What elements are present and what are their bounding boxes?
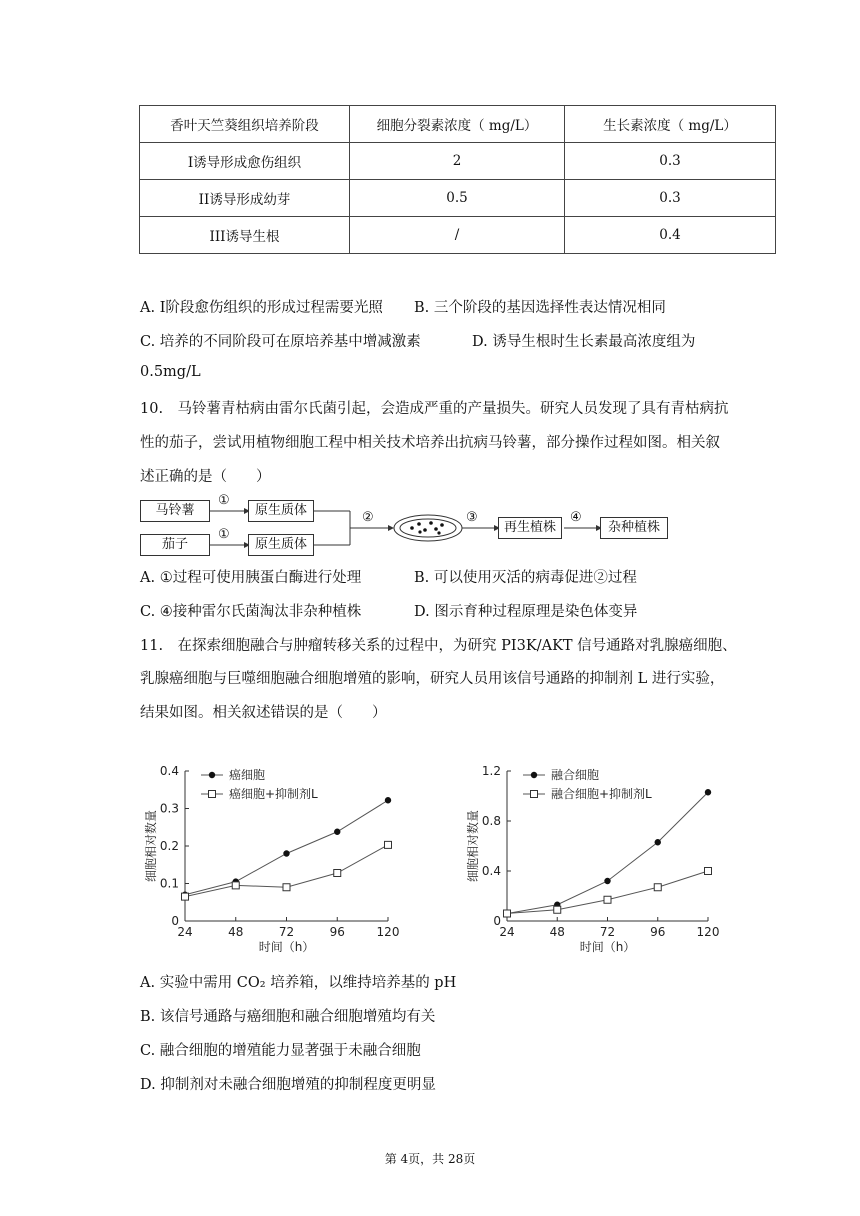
q10-stem-line3: 述正确的是（ ） <box>140 469 271 485</box>
q10-option-a: A. ①过程可使用胰蛋白酶进行处理 <box>140 570 362 586</box>
x-tick-label: 24 <box>499 925 515 939</box>
legend-label: 癌细胞+抑制剂L <box>229 787 318 801</box>
step-2-label: ② <box>362 510 374 525</box>
data-point-square <box>182 893 189 900</box>
table-cell: II诱导形成幼芽 <box>140 180 350 217</box>
table-row <box>140 180 776 217</box>
regenerated-plant-box: 再生植株 <box>498 517 562 539</box>
y-tick-label: 0 <box>493 914 501 928</box>
x-tick-label: 24 <box>177 925 193 939</box>
q10-stem-line2: 性的茄子，尝试用植物细胞工程中相关技术培养出抗病马铃薯，部分操作过程如图。相关叙 <box>140 435 720 451</box>
y-tick-label: 0.2 <box>159 839 179 853</box>
q9-option-c: C. 培养的不同阶段可在原培养基中增减激素 <box>140 334 421 350</box>
x-tick-label: 48 <box>549 925 565 939</box>
table-cell: 0.3 <box>565 143 776 180</box>
data-point-square <box>232 882 239 889</box>
table-cell: 0.3 <box>565 180 776 217</box>
table-header: 生长素浓度（ mg/L） <box>565 106 776 143</box>
table-row <box>140 217 776 254</box>
data-point-square <box>604 896 611 903</box>
series-line <box>507 792 708 913</box>
hybrid-plant-box: 杂种植株 <box>600 517 668 539</box>
x-tick-label: 120 <box>376 925 400 939</box>
x-axis-label: 时间（h） <box>258 940 315 954</box>
q10-stem-line1: 10. 马铃薯青枯病由雷尔氏菌引起，会造成严重的产量损失。研究人员发现了具有青枯病抗 <box>140 401 729 417</box>
q11-stem-line1: 11. 在探索细胞融合与肿瘤转移关系的过程中，为研究 PI3K/AKT 信号通路对乳腺癌细胞、 <box>140 638 737 654</box>
q10-option-b: B. 可以使用灭活的病毒促进②过程 <box>414 570 637 586</box>
x-tick-label: 72 <box>599 925 616 939</box>
q11-option-a: A. 实验中需用 CO₂ 培养箱，以维持培养基的 pH <box>140 975 457 991</box>
table-cell: 0.4 <box>565 217 776 254</box>
x-tick-label: 48 <box>228 925 244 939</box>
data-point-square <box>334 870 341 877</box>
series-line <box>185 800 388 895</box>
table-header: 细胞分裂素浓度（ mg/L） <box>350 106 565 143</box>
table-cell: 0.5 <box>350 180 565 217</box>
q9-option-d-continued: 0.5mg/L <box>140 364 201 380</box>
table-cell: III诱导生根 <box>140 217 350 254</box>
x-tick-label: 96 <box>329 925 345 939</box>
q9-option-a: A. I阶段愈伤组织的形成过程需要光照 <box>140 300 383 316</box>
hormone-table <box>139 105 776 254</box>
step-3-label: ③ <box>466 510 478 525</box>
y-tick-label: 0.3 <box>159 801 179 816</box>
y-axis-label: 细胞相对数量 <box>466 809 480 883</box>
legend-marker-circle <box>209 772 215 778</box>
table-header: 香叶天竺葵组织培养阶段 <box>140 106 350 143</box>
y-tick-label: 1.2 <box>481 764 501 778</box>
q11-option-b: B. 该信号通路与癌细胞和融合细胞增殖均有关 <box>140 1009 436 1025</box>
data-point-square <box>705 868 712 875</box>
data-point-circle <box>334 829 340 835</box>
data-point-square <box>504 910 511 917</box>
data-point-square <box>385 841 392 848</box>
table-header-row <box>140 106 776 143</box>
q11-stem-line3: 结果如图。相关叙述错误的是（ ） <box>140 705 387 721</box>
step-1-label: ① <box>218 527 230 542</box>
data-point-square <box>283 884 290 891</box>
q9-option-b: B. 三个阶段的基因选择性表达情况相同 <box>414 300 666 316</box>
table-cell: I诱导形成愈伤组织 <box>140 143 350 180</box>
legend-marker-square <box>531 791 538 798</box>
y-tick-label: 0.1 <box>159 876 179 891</box>
y-axis-label: 细胞相对数量 <box>144 809 158 883</box>
legend-label: 融合细胞+抑制剂L <box>551 787 652 801</box>
step-4-label: ④ <box>570 510 582 525</box>
x-tick-label: 72 <box>278 925 295 939</box>
data-point-circle <box>655 839 661 845</box>
y-tick-label: 0.4 <box>481 864 501 878</box>
petri-dish-icon <box>394 515 462 541</box>
x-tick-label: 120 <box>696 925 720 939</box>
y-tick-label: 0 <box>171 914 179 928</box>
eggplant-box: 茄子 <box>140 534 210 556</box>
legend-label: 融合细胞 <box>551 768 600 782</box>
legend-marker-square <box>209 791 216 798</box>
legend-marker-circle <box>531 772 537 778</box>
data-point-circle <box>385 797 391 803</box>
data-point-circle <box>283 850 289 856</box>
series-line <box>507 871 708 914</box>
data-point-circle <box>705 789 711 795</box>
q9-option-d: D. 诱导生根时生长素最高浓度组为 <box>472 334 696 350</box>
protoplast-box-bottom: 原生质体 <box>248 534 314 556</box>
q10-option-d: D. 图示育种过程原理是染色体变异 <box>414 604 638 620</box>
y-tick-label: 0.8 <box>481 814 501 828</box>
y-tick-label: 0.4 <box>159 764 179 778</box>
table-row <box>140 143 776 180</box>
q11-option-d: D. 抑制剂对未融合细胞增殖的抑制程度更明显 <box>140 1077 436 1093</box>
protoplast-box-top: 原生质体 <box>248 500 314 522</box>
table-cell: 2 <box>350 143 565 180</box>
x-axis-label: 时间（h） <box>579 940 636 954</box>
fusion-cell-line-chart <box>440 755 730 970</box>
q11-stem-line2: 乳腺癌细胞与巨噬细胞融合细胞增殖的影响，研究人员用该信号通路的抑制剂 L 进行实验， <box>140 671 725 687</box>
step-1-label: ① <box>218 493 230 508</box>
cancer-cell-line-chart <box>140 755 420 970</box>
q10-option-c: C. ④接种雷尔氏菌淘汰非杂种植株 <box>140 604 362 620</box>
table-cell: / <box>350 217 565 254</box>
data-point-square <box>654 884 661 891</box>
data-point-circle <box>604 878 610 884</box>
q11-option-c: C. 融合细胞的增殖能力显著强于未融合细胞 <box>140 1043 421 1059</box>
potato-box: 马铃薯 <box>140 500 210 522</box>
x-tick-label: 96 <box>650 925 666 939</box>
page-footer: 第 4页，共 28页 <box>384 1152 476 1166</box>
legend-label: 癌细胞 <box>229 768 266 782</box>
data-point-square <box>554 906 561 913</box>
